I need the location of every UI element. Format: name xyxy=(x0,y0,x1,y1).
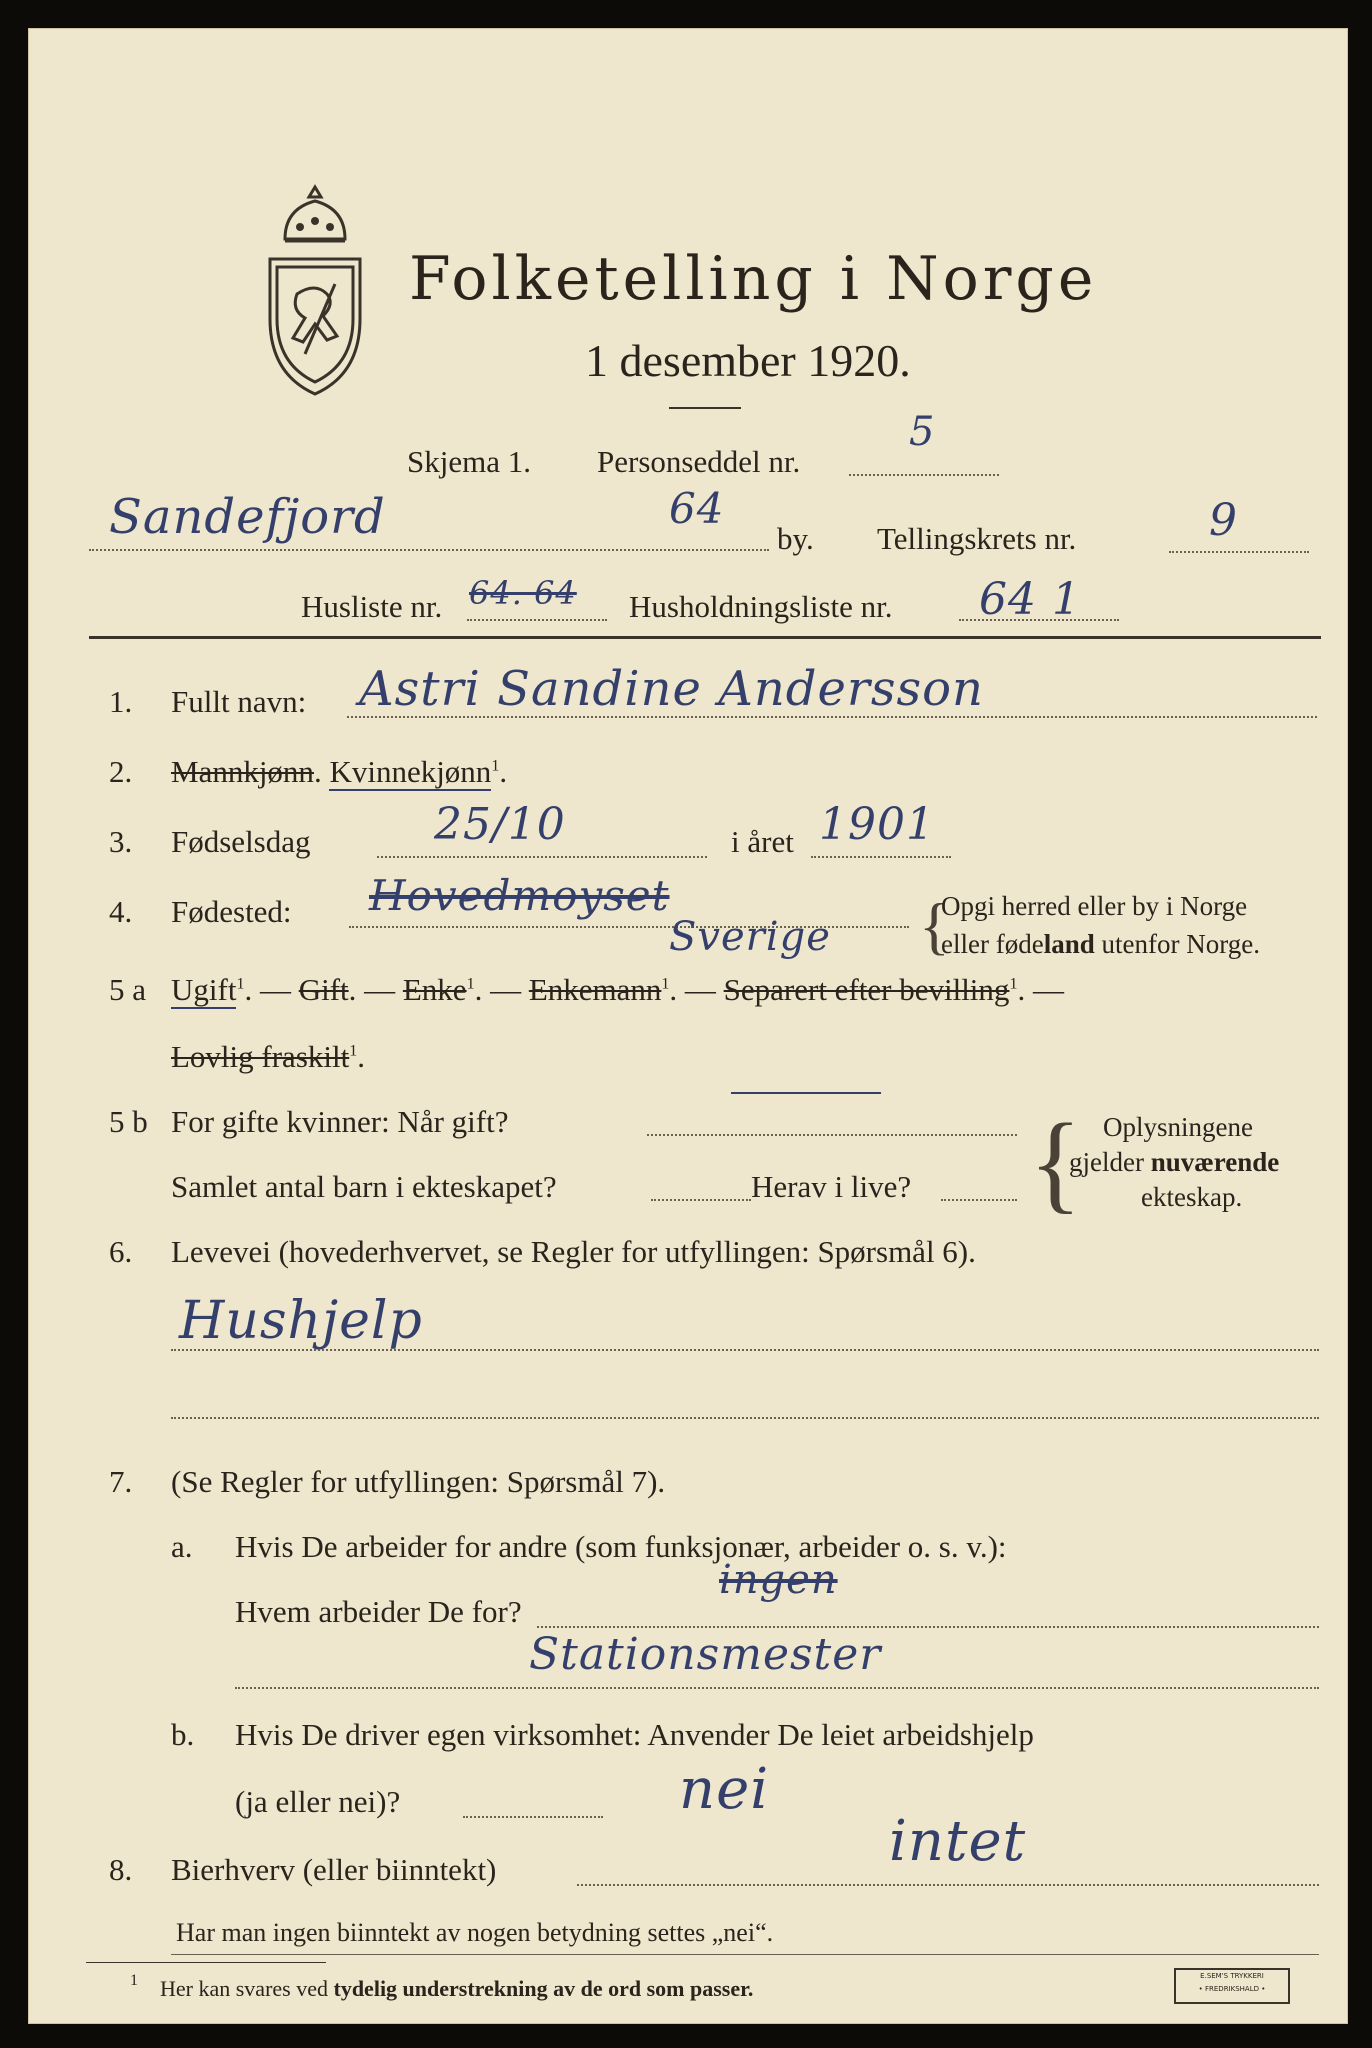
q5b-note-3: ekteskap. xyxy=(1141,1182,1243,1212)
q5a-options: Ugift$^1$. — Gift. — Enke$^1$. — Enkemann$^1$. — Separert efter bevilling$^1$. — xyxy=(171,972,1064,1007)
q8-number: 8. xyxy=(109,1852,133,1887)
q4-brace: { xyxy=(919,890,950,961)
footnote-rule xyxy=(86,1962,326,1963)
q7a-letter: a. xyxy=(171,1529,193,1564)
header-rule xyxy=(89,636,1321,639)
q8-value[interactable]: intet xyxy=(889,1809,1027,1874)
q5b-brace: { xyxy=(1029,1101,1082,1223)
tellingskrets-label: Tellingskrets nr. xyxy=(877,521,1077,556)
by-line xyxy=(89,549,769,551)
q7a-struck-value[interactable]: ingen xyxy=(719,1557,838,1603)
q7b-value[interactable]: nei xyxy=(679,1757,770,1822)
q7a-text: Hvis De arbeider for andre (som funksjonær, arbeider o. s. v.): xyxy=(235,1529,1007,1564)
q3-year-label: i året xyxy=(731,824,794,859)
personseddel-value[interactable]: 5 xyxy=(909,409,936,455)
q5b-line-3 xyxy=(941,1199,1017,1201)
q5a-separert[interactable]: Separert efter bevilling xyxy=(723,972,1010,1007)
q8-label: Bierhverv (eller biinntekt) xyxy=(171,1852,497,1887)
q5b-label-3: Herav i live? xyxy=(751,1169,912,1204)
q5b-label-2: Samlet antal barn i ekteskapet? xyxy=(171,1169,557,1204)
husliste-value[interactable]: 64. 64 xyxy=(469,574,577,612)
q7b-text: Hvis De driver egen virksomhet: Anvender De leiet arbeidshjelp xyxy=(235,1717,1034,1752)
q5a-fraskilt[interactable]: Lovlig fraskilt xyxy=(171,1039,350,1074)
skjema-label: Skjema 1. xyxy=(407,444,531,479)
footer-note-visible: Har man ingen biinntekt av nogen betydning settes „nei“. xyxy=(176,1918,774,1947)
q2-male[interactable]: Mannkjønn xyxy=(171,754,314,789)
q1-label: Fullt navn: xyxy=(171,684,307,719)
q7b-question: (ja eller nei)? xyxy=(235,1784,401,1819)
q7a-line-1 xyxy=(537,1626,1319,1628)
tellingskrets-value[interactable]: 9 xyxy=(1209,495,1238,546)
personseddel-label: Personseddel nr. xyxy=(597,444,801,479)
census-date: 1 desember 1920. xyxy=(585,335,911,386)
q7a-question: Hvem arbeider De for? xyxy=(235,1594,522,1629)
q4-label: Fødested: xyxy=(171,894,292,929)
q3-year-value[interactable]: 1901 xyxy=(819,799,935,850)
q4-note-line2: eller fødeland utenfor Norge. xyxy=(941,929,1260,959)
q7b-line xyxy=(463,1816,603,1818)
husholdning-label: Husholdningsliste nr. xyxy=(629,589,893,624)
q3-year-line xyxy=(811,856,951,858)
q5a-number: 5 a xyxy=(109,972,147,1007)
q6-line-2 xyxy=(171,1417,1319,1419)
by-label: by. xyxy=(777,521,814,556)
coat-of-arms-icon xyxy=(245,179,385,404)
q7-number: 7. xyxy=(109,1464,133,1499)
q6-label: Levevei (hovederhvervet, se Regler for utfyllingen: Spørsmål 6). xyxy=(171,1234,976,1269)
q5b-number: 5 b xyxy=(109,1104,148,1139)
husholdning-value[interactable]: 64 1 xyxy=(979,574,1081,625)
q3-label: Fødselsdag xyxy=(171,824,311,859)
q6-number: 6. xyxy=(109,1234,133,1269)
q4-value-1[interactable]: Hovedmoyset xyxy=(369,871,670,920)
census-form xyxy=(28,28,1348,2024)
q4-value-2[interactable]: Sverige xyxy=(669,914,831,960)
q5a-enkemann[interactable]: Enkemann xyxy=(528,972,662,1007)
q5a-options-line2: Lovlig fraskilt$^1$. xyxy=(171,1039,365,1074)
q5b-label-1: For gifte kvinner: Når gift? xyxy=(171,1104,509,1139)
husliste-label: Husliste nr. xyxy=(301,589,443,624)
q6-line-1 xyxy=(171,1349,1319,1351)
q4-number: 4. xyxy=(109,894,133,929)
q2-female[interactable]: Kvinnekjønn xyxy=(329,754,492,789)
personseddel-line xyxy=(849,474,999,476)
q4-note-line1: Opgi herred eller by i Norge xyxy=(941,891,1248,921)
by-number[interactable]: 64 xyxy=(669,484,725,533)
q3-day-line xyxy=(377,856,707,858)
q1-number: 1. xyxy=(109,684,133,719)
q5b-line-1 xyxy=(647,1134,1017,1136)
husliste-line xyxy=(467,619,607,621)
by-value[interactable]: Sandefjord xyxy=(109,489,386,545)
form-title: Folketelling i Norge xyxy=(409,244,1098,314)
footnote-mark: 1 xyxy=(130,1972,138,1989)
q8-line xyxy=(577,1884,1319,1886)
q1-value[interactable]: Astri Sandine Andersson xyxy=(359,661,984,717)
q3-number: 3. xyxy=(109,824,133,859)
tellingskrets-line xyxy=(1169,551,1309,553)
q2-number: 2. xyxy=(109,754,133,789)
q2-options: Mannkjønn. Kvinnekjønn$^1$. xyxy=(171,754,508,789)
q5b-note-1: Oplysningene xyxy=(1103,1112,1253,1142)
printer-stamp: E.SEM'S TRYKKERI • FREDRIKSHALD • xyxy=(1174,1968,1290,2004)
q7a-value[interactable]: Stationsmester xyxy=(529,1629,882,1680)
q3-day-value[interactable]: 25/10 xyxy=(434,799,566,850)
q5a-ugift[interactable]: Ugift xyxy=(171,972,237,1007)
q5a-gift[interactable]: Gift xyxy=(298,972,349,1007)
q5b-ink-dash xyxy=(731,1092,881,1094)
q5b-note-2: gjelder nuværende xyxy=(1069,1147,1280,1177)
q5a-enke[interactable]: Enke xyxy=(402,972,467,1007)
footnote-text: Her kan svares ved tydelig understrekning av de ord som passer. xyxy=(160,1976,754,2001)
q5b-line-2 xyxy=(651,1199,751,1201)
q7a-line-2 xyxy=(235,1687,1319,1689)
q7b-letter: b. xyxy=(171,1717,195,1752)
q7-label: (Se Regler for utfyllingen: Spørsmål 7). xyxy=(171,1464,666,1499)
q6-value[interactable]: Hushjelp xyxy=(179,1291,423,1351)
title-divider xyxy=(669,407,741,409)
q8-bottom-rule xyxy=(171,1954,1319,1955)
